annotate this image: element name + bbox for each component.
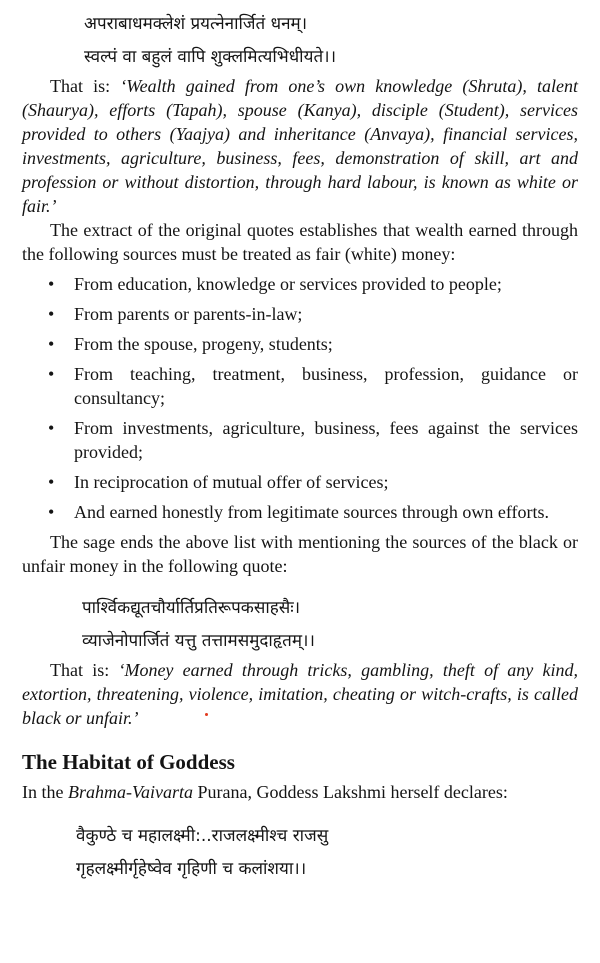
- verse-line: व्याजेनोपार्जितं यत्तु तत्तामसमुदाहृतम्।।: [82, 631, 315, 651]
- verse-line: गृहलक्ष्मीर्गृहेष्वेव गृहिणी च कलांशया।।: [76, 859, 307, 879]
- verse-line: पार्श्विकद्यूतचौर्यार्तिप्रतिरूपकसाहसैः।: [82, 598, 301, 618]
- purana-title: Brahma-Vaivarta: [67, 782, 193, 802]
- list-item: • From the spouse, progeny, students;: [22, 332, 578, 356]
- list-item: • From education, knowledge or services provided to people;: [22, 272, 578, 296]
- extract-paragraph: The extract of the original quotes establishes that wealth earned through the following sources must be treated as fair (white) money:: [22, 220, 578, 264]
- italic-quote: ‘Money earned through tricks, gambling, theft of any kind, extortion, threatening, violence, imitation, cheating or witch-crafts, is called black or unfair.’: [22, 660, 578, 728]
- verse-line: वैकुण्ठे च महालक्ष्मी:..राजलक्ष्मीश्च राजसु: [76, 826, 329, 846]
- lead-text: That is:: [50, 660, 119, 680]
- sanskrit-verse-3: [22, 820, 578, 886]
- section-heading: The Habitat of Goddess: [22, 750, 235, 774]
- sage-paragraph: The sage ends the above list with mentioning the sources of the black or unfair money in the following quote:: [22, 532, 578, 576]
- list-item: • From investments, agriculture, business, fees against the services provided;: [22, 416, 578, 464]
- red-ink-mark: [205, 713, 208, 716]
- translation-paragraph-1: [22, 74, 578, 218]
- translation-paragraph-2: [22, 658, 578, 730]
- purana-intro: [22, 780, 578, 804]
- sanskrit-verse-2: [22, 592, 578, 658]
- list-item: • From parents or parents-in-law;: [22, 302, 578, 326]
- list-item: • From teaching, treatment, business, profession, guidance or consultancy;: [22, 362, 578, 410]
- intro-post: Purana, Goddess Lakshmi herself declares:: [192, 782, 508, 802]
- verse-line: स्वल्पं वा बहुलं वापि शुक्लमित्यभिधीयते।।: [84, 47, 337, 67]
- list-item: • In reciprocation of mutual offer of services;: [22, 470, 578, 494]
- lead-text: That is:: [50, 76, 121, 96]
- italic-quote: ‘Wealth gained from one’s own knowledge (Shruta), talent (Shaurya), efforts (Tapah), spouse (Kanya), disciple (Student), services provided to others (Yaajya) and inheritance (Anvaya), financial services, investments, agriculture, business, fees, demonstration of skill, art and profession or without distortion, through hard labour, is known as white or fair.’: [22, 76, 578, 216]
- verse-line: अपराबाधमक्लेशं प्रयत्नेनार्जितं धनम्।: [84, 14, 308, 34]
- intro-pre: In the: [22, 782, 68, 802]
- list-item: • And earned honestly from legitimate sources through own efforts.: [22, 500, 578, 524]
- fair-money-sources-list: [22, 272, 578, 524]
- sanskrit-verse-1: [22, 8, 578, 74]
